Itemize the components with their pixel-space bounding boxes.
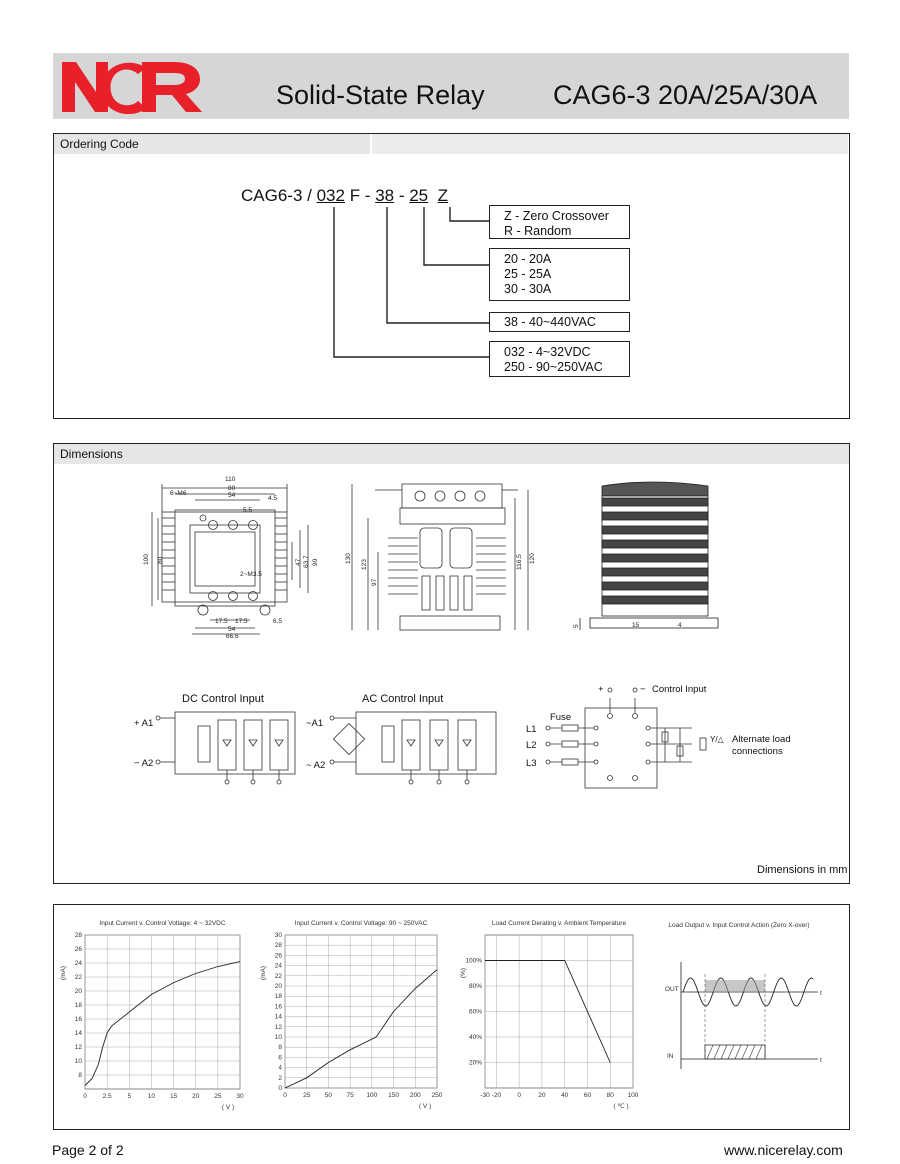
- top-view-drawing: [140, 470, 330, 640]
- product-title: Solid-State Relay: [276, 80, 485, 110]
- y-tick-label: 26: [274, 952, 282, 960]
- schematics: [120, 680, 820, 810]
- y-tick-label: 14: [74, 1030, 82, 1037]
- dim-4-5: 4.5: [268, 495, 278, 502]
- code-f: F -: [344, 186, 376, 205]
- code-dash: -: [394, 186, 410, 205]
- t-label-out: t: [820, 990, 822, 997]
- code-output: 38: [375, 186, 395, 205]
- input-032: 032 - 4~32VDC: [504, 345, 591, 359]
- y-tick-label: 24: [74, 960, 82, 967]
- y-tick-label: 16: [74, 1016, 82, 1023]
- dim-6-5: 6.5: [273, 618, 283, 625]
- y-tick-label: 22: [274, 972, 282, 980]
- mode-box: [489, 205, 630, 239]
- x-tick-label: 0: [283, 1092, 287, 1099]
- x-tick-label: 50: [324, 1092, 333, 1099]
- x-tick-label: 15: [169, 1093, 178, 1100]
- input-250: 250 - 90~250VAC: [504, 360, 603, 374]
- ac-a1: ~A1: [306, 718, 324, 729]
- y-tick-label: 10: [74, 1058, 82, 1065]
- x-tick-label: 20: [538, 1092, 546, 1099]
- plus-terminal: +: [598, 684, 604, 695]
- y-tick-label: 26: [74, 946, 82, 953]
- current-30: 30 - 30A: [504, 282, 552, 296]
- y-tick-label: 0: [278, 1085, 282, 1092]
- dim-80: 80: [228, 485, 236, 492]
- l2-label: L2: [526, 740, 537, 751]
- control-input-label: Control Input: [652, 684, 707, 695]
- y-tick-label: 8: [78, 1072, 82, 1079]
- x-tick-label: 100: [366, 1092, 378, 1099]
- hatch-line: [756, 1045, 762, 1059]
- x-tick-label: -30: [480, 1092, 490, 1099]
- y-tick-label: 16: [274, 1003, 282, 1011]
- conduction-fill: [750, 980, 765, 992]
- x-tick-label: 0: [83, 1093, 87, 1100]
- charts-area: [53, 904, 850, 1130]
- side-view-drawing: [340, 478, 540, 638]
- input-pulse: [705, 1045, 765, 1059]
- chart-title: Input Current v. Control Voltage: 4 ~ 32VDC: [99, 920, 226, 927]
- mode-z: Z - Zero Crossover: [504, 209, 609, 223]
- x-axis-label: ( ℃ ): [613, 1103, 629, 1110]
- y-tick-label: 4: [278, 1064, 282, 1072]
- x-tick-label: 30: [236, 1093, 244, 1100]
- dc-a1: + A1: [134, 718, 154, 729]
- y-axis-label: (mA): [260, 965, 267, 981]
- y-tick-label: 20: [274, 983, 282, 990]
- hatch-line: [735, 1045, 741, 1059]
- chart-title: Load Output v. Input Control Action (Zero X-over): [668, 922, 810, 929]
- hatch-line: [721, 1045, 727, 1059]
- y-tick-label: 28: [74, 932, 82, 939]
- hatch-line: [728, 1045, 734, 1059]
- x-tick-label: -20: [491, 1092, 502, 1099]
- y-tick-label: 40%: [468, 1034, 482, 1041]
- hatch-line: [742, 1045, 748, 1059]
- y-axis-label: (%): [460, 967, 467, 979]
- dim-54: 54: [228, 492, 236, 499]
- ac-control-title: AC Control Input: [362, 693, 444, 705]
- chart-title: Load Current Derating v. Ambient Temperature: [491, 920, 627, 927]
- x-tick-label: 60: [583, 1092, 592, 1099]
- y-tick-label: 18: [274, 993, 282, 1001]
- y-tick-label: 24: [274, 962, 282, 970]
- hatch-line: [749, 1045, 755, 1059]
- y-tick-label: 80%: [468, 983, 482, 990]
- x-tick-label: 250: [431, 1092, 443, 1099]
- dim-6-m6: 6~M6: [170, 490, 187, 497]
- y-tick-label: 12: [74, 1044, 82, 1051]
- plot-frame: [85, 935, 240, 1089]
- front-view-drawing: [570, 478, 730, 638]
- website-link[interactable]: www.nicerelay.com: [724, 1142, 843, 1158]
- fuse-label: Fuse: [550, 712, 572, 723]
- conduction-fill: [705, 980, 720, 992]
- mode-r: R - Random: [504, 224, 572, 238]
- dim-5: 5: [573, 624, 580, 628]
- alt-load-2: connections: [732, 746, 783, 757]
- dim-110: 110: [225, 476, 236, 483]
- y-tick-label: 14: [274, 1013, 282, 1021]
- dim-90: 90: [312, 558, 319, 566]
- dim-130: 130: [345, 553, 352, 564]
- y-tick-label: 30: [274, 932, 282, 939]
- x-tick-label: 75: [346, 1092, 354, 1099]
- conduction-fill: [720, 980, 735, 992]
- dimensions-note: Dimensions in mm: [757, 864, 848, 876]
- output-38: 38 - 40~440VAC: [504, 315, 596, 329]
- y-tick-label: 60%: [468, 1008, 482, 1016]
- dc-control-title: DC Control Input: [182, 693, 264, 705]
- x-tick-label: 2.5: [102, 1093, 112, 1100]
- y-tick-label: 20: [74, 988, 82, 995]
- x-axis-label: ( V ): [418, 1103, 432, 1110]
- x-tick-label: 20: [192, 1093, 200, 1100]
- code-input: 032: [316, 186, 345, 205]
- model-title: CAG6-3 20A/25A/30A: [553, 80, 818, 110]
- dim-4: 4: [678, 622, 682, 629]
- t-label-in: t: [820, 1057, 822, 1064]
- y-tick-label: 22: [74, 974, 82, 981]
- in-label: IN: [667, 1053, 674, 1060]
- x-tick-label: 100: [627, 1092, 639, 1099]
- page-number: Page 2 of 2: [52, 1142, 124, 1158]
- dim-17-5-a: 17.5: [215, 618, 228, 625]
- dim-5-5: 5.5: [243, 507, 253, 514]
- dc-a2: − A2: [134, 758, 154, 769]
- ac-a2: ~ A2: [306, 760, 326, 771]
- dim-66-6: 66.6: [226, 633, 239, 640]
- output-box: [489, 312, 630, 332]
- dim-15: 15: [632, 622, 640, 629]
- x-tick-label: 40: [561, 1092, 569, 1099]
- y-tick-label: 100%: [465, 957, 482, 965]
- x-tick-label: 80: [606, 1092, 614, 1099]
- dim-54-b: 54: [228, 626, 236, 633]
- x-tick-label: 0: [517, 1092, 521, 1099]
- conduction-fill: [735, 980, 750, 992]
- plot-frame: [285, 935, 437, 1088]
- l1-label: L1: [526, 724, 537, 735]
- y-tick-label: 2: [278, 1074, 282, 1082]
- out-label: OUT: [665, 986, 679, 993]
- dim-120: 120: [529, 553, 536, 564]
- dim-123: 123: [361, 559, 368, 570]
- x-tick-label: 200: [409, 1092, 421, 1099]
- chart-title: Input Current v. Control Voltage: 90 ~ 250VAC: [294, 920, 428, 927]
- l3-label: L3: [526, 758, 537, 769]
- alt-load-1: Alternate load: [732, 734, 791, 745]
- code-mode: Z: [437, 186, 448, 205]
- ordering-connectors: [0, 0, 900, 420]
- series-line: [85, 962, 240, 1086]
- code-prefix: CAG6-3 /: [241, 186, 317, 205]
- dim-47: 47: [295, 558, 302, 566]
- y-delta-label: Y/△: [710, 735, 724, 744]
- y-axis-label: (mA): [60, 965, 67, 981]
- y-tick-label: 28: [274, 942, 282, 950]
- dim-116-5: 116.5: [516, 554, 523, 570]
- dim-2-m3-5: 2~M3.5: [240, 571, 262, 578]
- dimensions-heading: Dimensions: [54, 444, 849, 464]
- dim-80-v: 80: [157, 556, 164, 564]
- x-axis-label: ( V ): [221, 1104, 235, 1111]
- code-current: 25: [409, 186, 429, 205]
- current-25: 25 - 25A: [504, 267, 552, 281]
- y-tick-label: 8: [278, 1044, 282, 1052]
- dim-17-5-b: 17.5: [235, 618, 248, 625]
- dim-100: 100: [143, 554, 150, 565]
- x-tick-label: 10: [147, 1093, 156, 1100]
- hatch-line: [714, 1045, 720, 1059]
- minus-terminal: −: [640, 684, 646, 695]
- dim-63-7: 63.7: [303, 555, 310, 568]
- y-tick-label: 10: [274, 1034, 282, 1041]
- input-box: [489, 341, 630, 377]
- ordering-heading: Ordering Code: [54, 134, 370, 154]
- hatch-line: [707, 1045, 713, 1059]
- y-tick-label: 18: [74, 1002, 82, 1009]
- current-20: 20 - 20A: [504, 252, 552, 266]
- y-tick-label: 20%: [468, 1059, 482, 1067]
- x-tick-label: 25: [214, 1093, 222, 1100]
- y-tick-label: 6: [278, 1054, 282, 1062]
- x-tick-label: 25: [303, 1092, 311, 1099]
- current-box: [489, 248, 630, 301]
- x-tick-label: 5: [127, 1093, 132, 1100]
- dim-97: 97: [371, 578, 378, 586]
- x-tick-label: 150: [388, 1092, 400, 1099]
- series-line: [285, 970, 437, 1088]
- y-tick-label: 12: [274, 1023, 282, 1031]
